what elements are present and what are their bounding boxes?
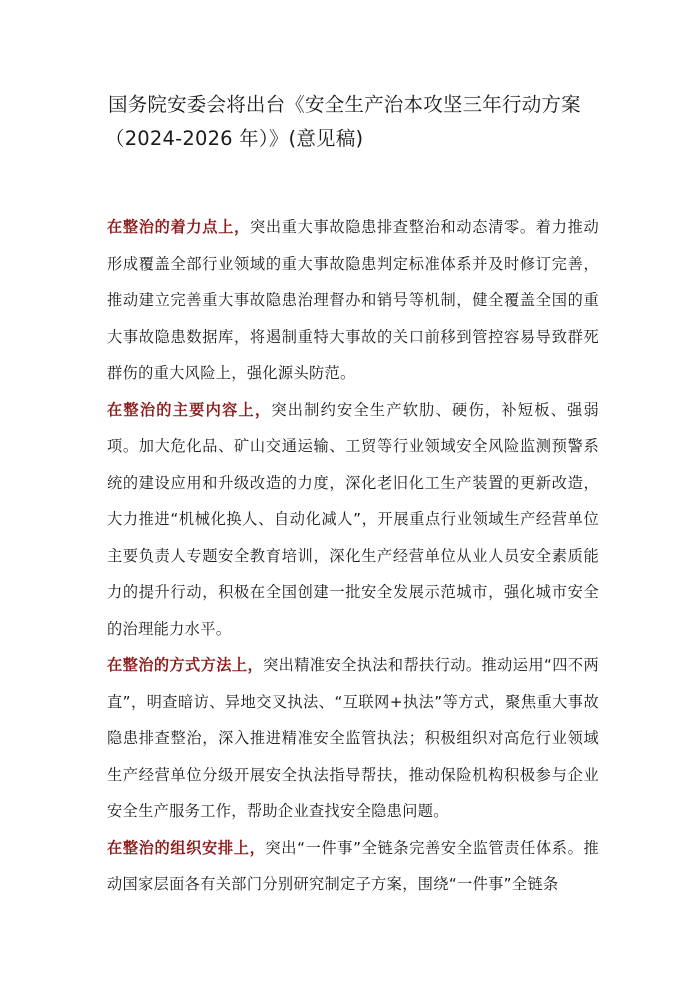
paragraph-lead: 在整治的组织安排上， (107, 838, 266, 857)
paragraph-text: 突出制约安全生产软肋、硬伤，补短板、强弱项。加大危化品、矿山交通运输、工贸等行业领域安全风险监测预警系统的建设应用和升级改造的力度，深化老旧化工生产装置的更新改造，大力推进“机械化换人、自动化减人”，开展重点行业领域生产经营单位主要负责人专题安全教育培训，深化生产经营单位从业人员安全素质能力的提升行动，积极在全国创建一批安全发展示范城市，强化城市安全的治理能力水平。 (107, 400, 600, 638)
paragraph-lead: 在整治的主要内容上， (107, 400, 272, 419)
paragraph-organization (107, 830, 599, 903)
paragraph-lead: 在整治的方式方法上， (107, 656, 264, 674)
paragraph-methods (107, 647, 599, 830)
paragraph-text: 突出重大事故隐患排查整治和动态清零。着力推动形成覆盖全部行业领域的重大事故隐患判定标准体系并及时修订完善，推动建立完善重大事故隐患治理督办和销号等机制，健全覆盖全国的重大事故隐患数据库，将遏制重特大事故的关口前移到管控容易导致群死群伤的重大风险上，强化源头防范。 (107, 218, 599, 382)
paragraph-text: 突出精准安全执法和帮扶行动。推动运用“四不两直”，明查暗访、异地交叉执法、“互联网+执法”等方式，聚焦重大事故隐患排查整治，深入推进精准安全监管执法；积极组织对高危行业领域生产经营单位分级开展安全执法指导帮扶，推动保险机构积极参与企业安全生产服务工作，帮助企业查找安全隐患问题。 (107, 656, 599, 820)
paragraph-main-content (107, 392, 599, 648)
paragraph-text: 突出“一件事”全链条完善安全监管责任体系。推动国家层面各有关部门分别研究制定子方案，围绕“一件事”全链条 (107, 838, 600, 893)
document-body (107, 209, 599, 903)
title-line-1: 国务院安委会将出台《安全生产治本攻坚三年行动方案 (108, 93, 581, 116)
paragraph-focus-point (107, 209, 599, 392)
title-line-2: （2024-2026 年）》(意见稿) (105, 127, 364, 150)
document-title (105, 88, 628, 156)
paragraph-lead: 在整治的着力点上， (107, 218, 250, 236)
